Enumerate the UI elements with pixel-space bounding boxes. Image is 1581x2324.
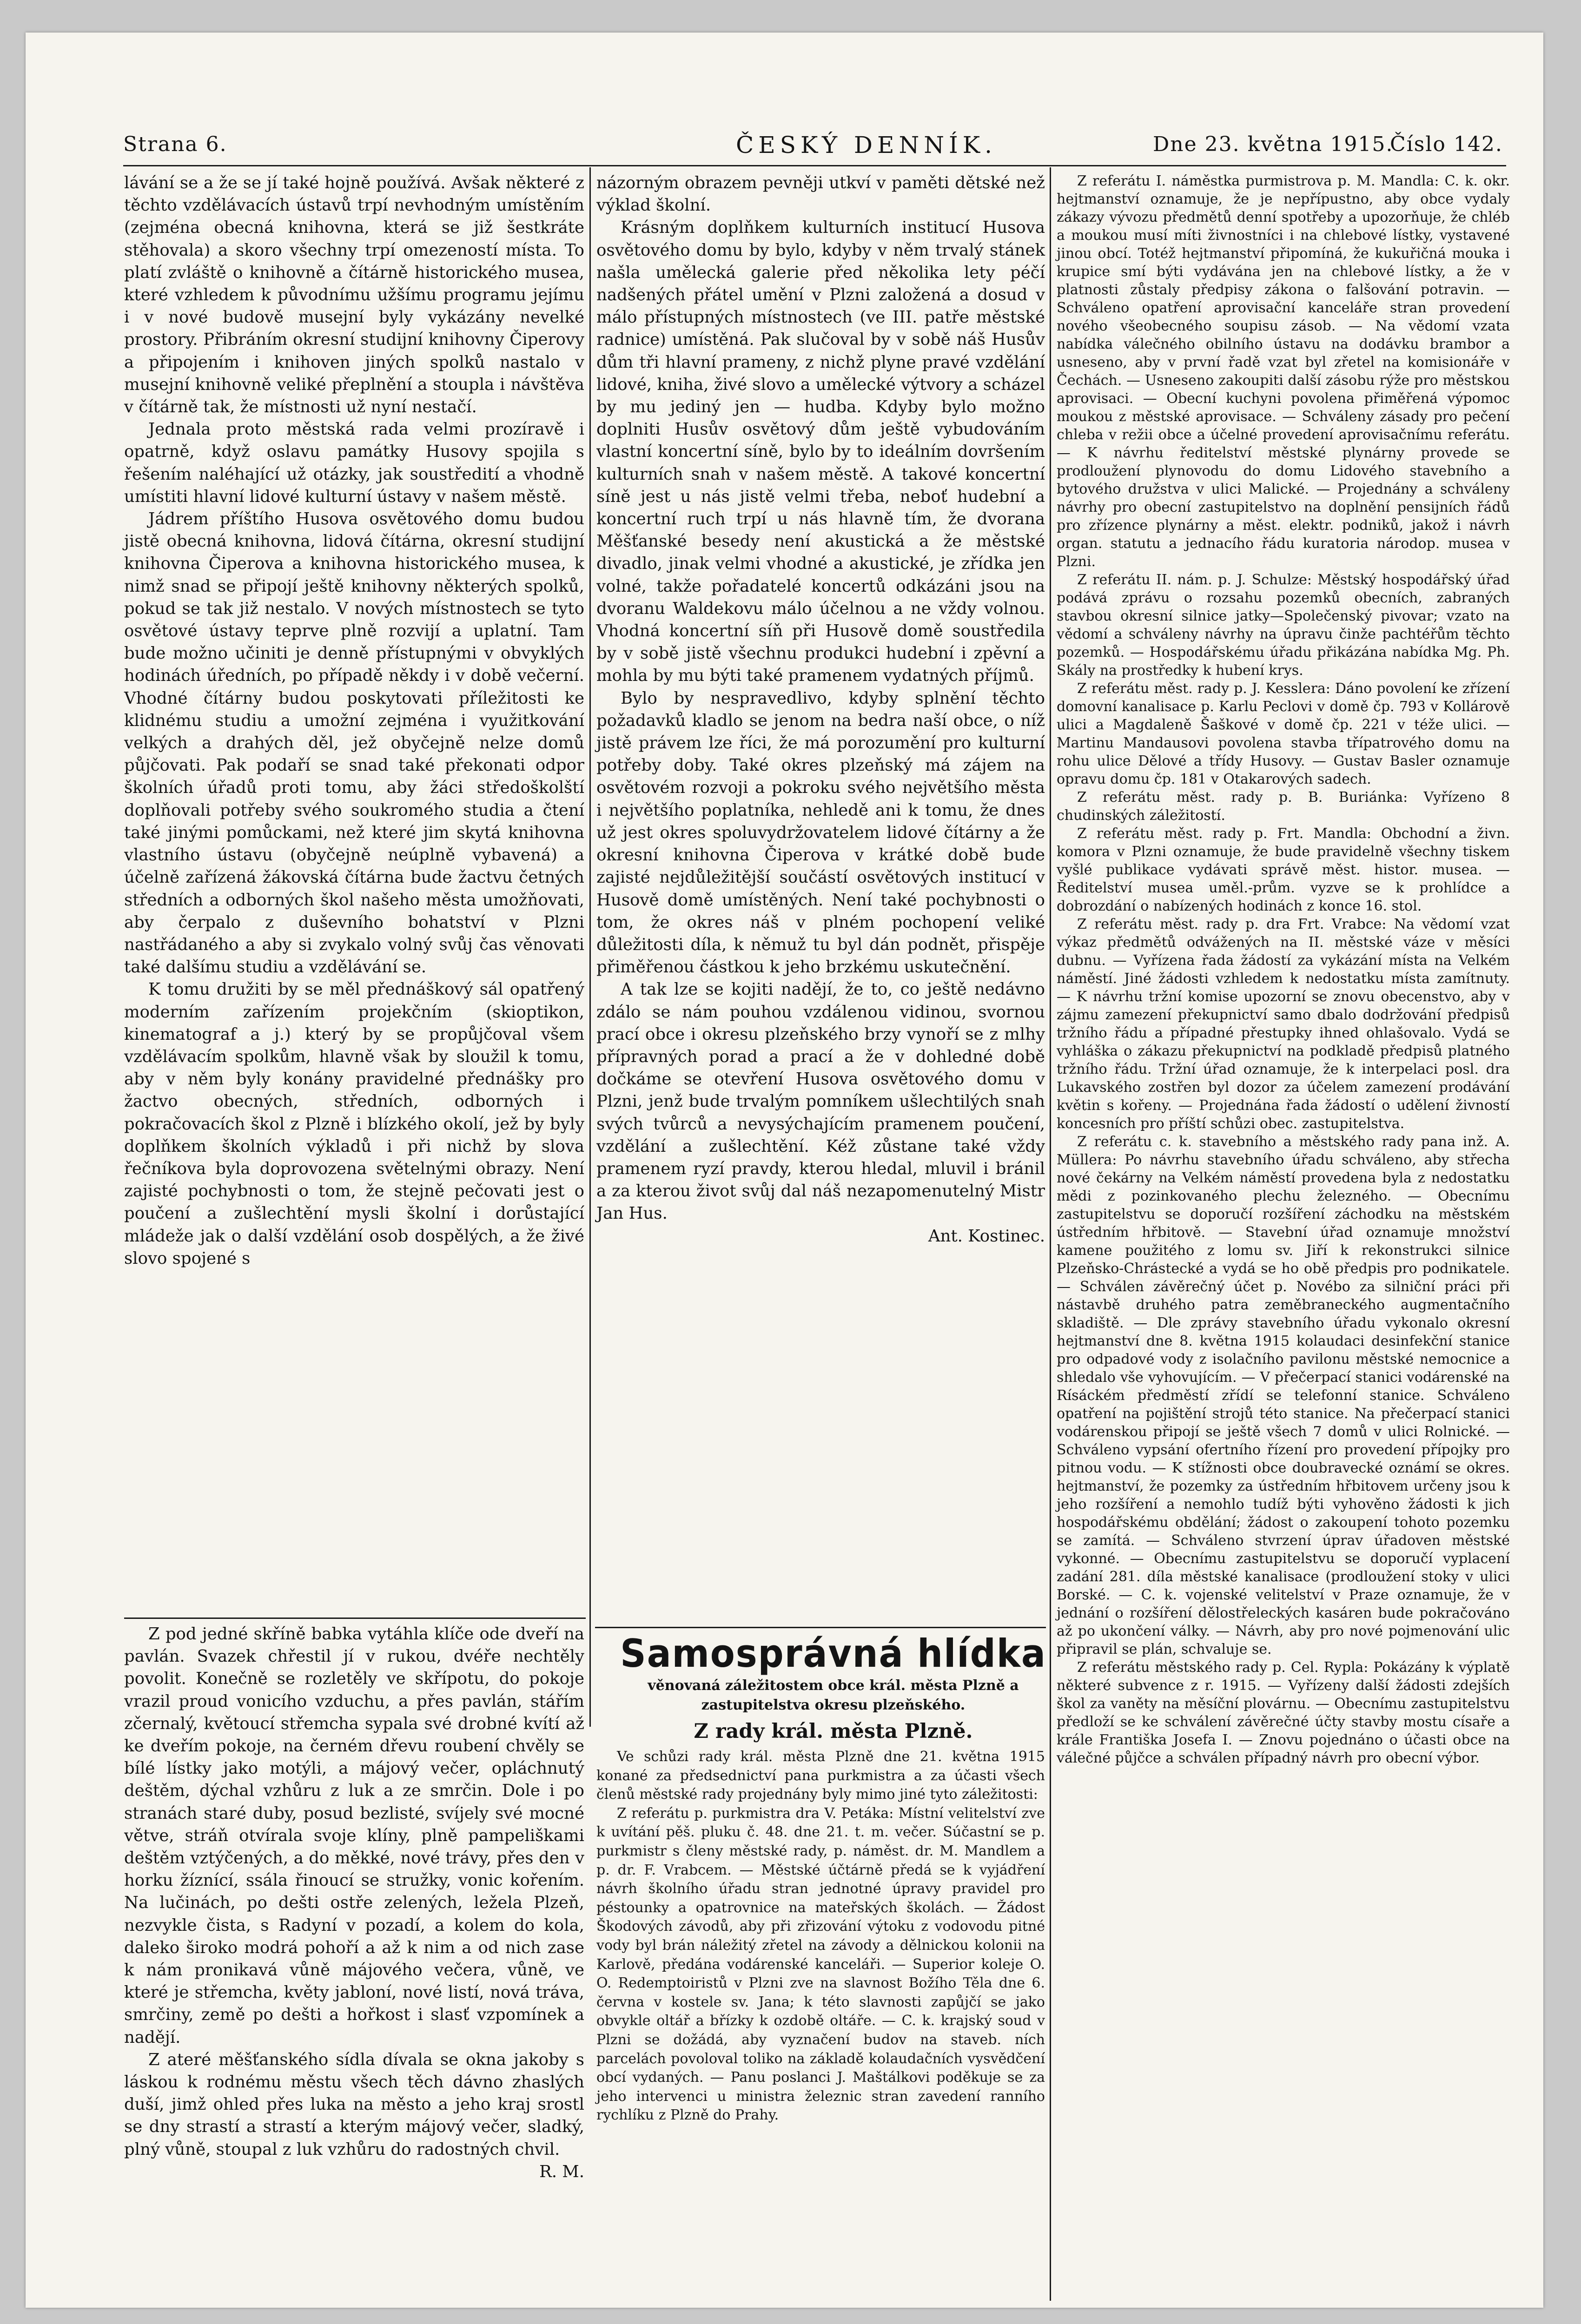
paragraph: lávání se a že se jí také hojně používá. Avšak některé z těchto vzdělávacích ústavů trpí nevhodným umístěním (zejména obecná knihovna, která se již šestkráte stěhovala) a skoro všechny trpí omezeností místa. To platí zvláště o knihovně a čítárně historického musea, které vzhledem k původnímu užšímu programu jejímu i v nové budově musejní byly vykázány nevelké prostory. Přibráním okresní studijní knihovny Čiperovy a připojením i knihoven jiných spolků nastalo v musejní knihovně veliké přeplnění a stoupla i návštěva v čítárně tak, že místnosti už nyní nestačí.: [124, 173, 584, 417]
newspaper-page: [26, 33, 1543, 2308]
paragraph: Z referátu městského rady p. Cel. Rypla: Pokázány k výplatě některé subvence z r. 1915. — Vyřízeny další žádosti zdejších škol za vaněty na měsíční plovárnu. — Obecnímu zastupitelstvu předloží se ke schválení závěrečné účty stavby mostu císaře a krále Františka Josefa I. — Znovu pojednáno o účasti obce na válečné půjčce a schválen případný návrh pro obecní výbor.: [1057, 1659, 1510, 1766]
paragraph: A tak lze se kojiti nadějí, že to, co ještě nedávno zdálo se nám pouhou vzdálenou vidinou, svornou prací obce i okresu plzeňského brzy vynoří se z mlhy přípravných porad a prací a že v dohledné době dočkáme se otevření Husova osvětového domu v Plzni, jenž bude trvalým pomníkem ušlechtilých snah svých tvůrců a nevysýchajícím pramenem poučení, vzdělání a zušlechtění. Kéž zůstane také vždy pramenem ryzí pravdy, kterou hledal, mluvil i bránil a za kterou život svůj dal náš nezapomenutelný Mistr Jan Hus.: [596, 980, 1045, 1223]
paragraph: názorným obrazem pevněji utkví v paměti dětské než výklad školní.: [596, 173, 1045, 215]
column-3-reports: [1057, 172, 1510, 1767]
paragraph: Krásným doplňkem kulturních institucí Husova osvětového domu by bylo, kdyby v něm trvalý stánek našla umělecká galerie před několika lety péčí nadšených přátel umění v Plzni založená a dosud v málo přístupných místnostech (ve III. patře městské radnice) umístěná. Pak slučoval by v sobě náš Husův dům tři hlavní prameny, z nichž plyne pravé vzdělání lidové, kniha, živé slovo a umělecké výtvory a scházel by mu jediný jen — hudba. Kdyby bylo možno doplniti Husův osvětový dům ještě vybudováním vlastní koncertní síně, bylo by to ideálním dovršením kulturních snah v našem městě. A takové koncertní síně jest u nás jistě velmi třeba, neboť hudební a koncertní ruch trpí u nás hlavně tím, že dvorana Měšťanské besedy není akustická a že městské divadlo, jinak velmi vhodné a akustické, je zřídka jen volné, takže pořadatelé koncertů odkázáni jsou na dvoranu Waldekovu málo účelnou a ne vždy volnou. Vhodná koncertní síň při Husově domě soustředila by v sobě jistě všechnu produkci hudební i zpěvní a mohla by mu býti také pramenem vydatných příjmů.: [596, 218, 1045, 686]
paragraph: Jádrem příštího Husova osvětového domu budou jistě obecná knihovna, lidová čítárna, okresní studijní knihovna Čiperova a knihovna historického musea, k nimž snad se připojí ještě knihovny některých spolků, pokud se tak již nestalo. V nových místnostech se tyto osvětové ústavy teprve plně rozvijí a uplatní. Tam bude možno učiniti je denně přístupnými v obvyklých hodinách úředních, po případě někdy i v době večerní. Vhodné čítárny budou poskytovati příležitosti ke klidnému studiu a umožní zejména i využitkování velkých a drahých děl, jež obyčejně nelze domů půjčovati. Pak podaří se snad také překonati odpor školních úřadů proti tomu, aby žáci středoškolští doplňovali potřeby svého soukromého studia a čtení také jinými pomůckami, než které jim skytá knihovna vlastního ústavu (obyčejně neúplně vybavená) a účelně zařízená žákovská čítárna bude žactvu četných středních a odborných škol našeho města umožňovati, aby čerpalo z duševního bohatství v Plzni nastřádaného a aby si zvykalo volný svůj čas věnovati také dalšímu studiu a vzdělávání se.: [124, 509, 584, 977]
paragraph: Jednala proto městská rada velmi prozíravě i opatrně, když oslavu památky Husovy spojila s řešením naléhající už otázky, jak soustředití a vhodně umístiti hlavní lidové kulturní ústavy v našem městě.: [124, 420, 584, 506]
header-rule: [123, 165, 1506, 166]
paragraph: Z pod jedné skříně babka vytáhla klíče ode dveří na pavlán. Svazek chřestil jí v rukou, dvéře nechtěly povolit. Konečně se rozletěly ve skřípotu, do pokoje vrazil proud vonicího vzduchu, a přes pavlán, stářím zčernalý, květoucí střemcha sypala své drobné kvítí až ke dveřím pokoje, na černém dřevu roubení chvěly se bílé lístky jako motýli, a májový večer, opláchnutý deštěm, dýchal vzhůru z luk a ze smrčin. Dole i po stranách staré duby, posud bezlisté, svíjely své mocné větve, stráň otvírala svoje klíny, plně pampeliškami deštěm vztýčených, a do měkké, nové trávy, přes den v horku žíznící, ssála řinoucí se stružky, vonic kořením. Na lučinách, po dešti ostře zelených, ležela Plzeň, nezvykle čista, s Radyní v pozadí, a kolem do kola, daleko široko modrá pohoří a až k nim a od nich zase k nám pronikavá vůně májového večera, vůně, ve které je střemcha, květy jabloní, nové listí, nová tráva, smrčiny, země po dešti a hořkost i slasť vzpomínek a nadějí.: [124, 1624, 584, 2047]
issue-number: Číslo 142.: [1390, 132, 1503, 156]
section-banner: [595, 1631, 1072, 1745]
banner-subtitle: věnovaná záležitostem obce král. města Plzně a zastupitelstva okresu plzeňského.: [648, 1677, 1019, 1713]
paragraph: Z referátu p. purkmistra dra V. Petáka: Místní velitelství zve k uvítání pěš. pluku č. 48. dne 21. t. m. večer. Súčastní se p. purkmistr s členy městské rady, p. náměst. dr. M. Mandlem a p. dr. F. Vrabcem. — Městské účtárně předá se k vyjádření návrh školního úřadu stran jednotné úpravy pravidel pro péstounky a opatrovnice na mateřských školách. — Žádost Škodových závodů, aby při zřizování výtoku z vodovodu pitné vody byl brán náležitý zřetel na závody a dělnickou kolonii na Karlově, předána vodárenské kanceláři. — Superior koleje O. O. Redemptoiristů v Plzni zve na slavnost Božího Těla dne 6. června v kostele sv. Jana; k této slavnosti zapůjčí se jako obvykle oltář a břízky k ozdobě oltáře. — C. k. krajský soud v Plzni se dožádá, aby vyznačení budov na staveb. ních parcelách povoloval toliko na základě kolaudačních vysvědčení obcí vydaných. — Panu poslanci J. Maštálkovi poděkuje se za jeho intervenci u ministra železnic stran zavedení ranního rychlíku z Plzně do Prahy.: [596, 1805, 1045, 2124]
council-report: [596, 1748, 1045, 2125]
feuilleton-text: [124, 1623, 584, 2183]
paragraph: K tomu družiti by se měl přednáškový sál opatřený moderním zařízením projekčním (skioptikon, kinematograf a j.) který by se propůjčoval všem vzdělávacím spolkům, hlavně však by sloužil k tomu, aby v něm byly konány pravidelné přednášky pro žactvo obecných, středních, odborných i pokračovacích škol z Plzně i blízkého okolí, jež by byly doplňkem školních výkladů i při nichž by slova řečníkova byla doprovozena světelnými obrazy. Není zajisté pochybnosti o tom, že stejně pečovati jest o poučení a zušlechtění mysli školní i dorůstající mládeže jak o další vzdělání osob dospělých, a že živé slovo spojené s: [124, 980, 584, 1268]
banner-title: Samosprávná hlídka: [620, 1631, 1046, 1676]
section-heading: Z rady král. města Plzně.: [694, 1720, 973, 1743]
column-rule-2: [1050, 167, 1051, 2301]
masthead: ČESKÝ DENNÍK.: [736, 132, 997, 158]
paragraph: Ve schůzi rady král. města Plzně dne 21. května 1915 konané za předsednictví pana purkmistra a za účasti všech členů městské rady projednány byly mimo jiné tyto záležitosti:: [596, 1749, 1045, 1803]
article-signature: Ant. Kostinec.: [928, 1226, 1045, 1246]
paragraph: Bylo by nespravedlivo, kdyby splnění těchto požadavků kladlo se jenom na bedra naší obce, o níž jistě právem lze říci, že má porozumění pro kulturní potřeby doby. Také okres plzeňský má zájem na osvětovém rozvoji a pokroku svého největšího města i největšího poplatníka, nehledě ani k tomu, že dnes už jest okres spoluvydržovatelem lidové čítárny a že okresní knihovna Čiperova v krátké době bude zajisté nejdůležitější součástí osvětových institucí v Husově domě umístěných. Není také pochybnosti o tom, že okres náš v plném pochopení veliké důležitosti díla, k němuž tu byl dán podnět, přispěje přiměřenou částkou k jeho brzkému uskutečnění.: [596, 688, 1045, 977]
paragraph: Z referátu II. nám. p. J. Schulze: Městský hospodářský úřad podává zprávu o rozsahu pozemků obecních, zabraných stavbou okresní silnice jatky—Společenský pivovar; vzato na vědomí a schváleny návrhy na úpravu činže pachtéřům těchto pozemků. — Hospodářskému úřadu přikázána nabídka Mg. Ph. Skály na prostředky k hubení krys.: [1057, 572, 1510, 679]
paragraph: Z referátu měst. rady p. dra Frt. Vrabce: Na vědomí vzat výkaz předmětů odvážených na II. městské váze v měsíci dubnu. — Vyřízena řada žádostí za vykázání místa na Velkém náměstí. Jiné žádosti vzhledem k nedostatku místa zamítnuty. — K návrhu tržní komise upozorní se znovu obecenstvo, aby v zájmu zamezení překupnictví samo dbalo dodržování předpisů tržního řádu a případné přestupky ihned ohlašovalo. Vydá se vyhláška o zákazu překupnictví na podkladě předpisů platného tržního řádu. Tržní úřad oznamuje, že k interpelaci posl. dra Lukavského zostřen byl dozor za účelem zamezení prodávání květin s kořeny. — Projednána řada žádostí o udělení živností koncesních pro příští schůzi obec. zastupitelstva.: [1057, 916, 1510, 1132]
page-number: Strana 6.: [123, 132, 227, 156]
feuilleton-rule: [124, 1618, 586, 1619]
paragraph: Z ateré měšťanského sídla dívala se okna jakoby s láskou k rodnému městu všech těch dávno zhaslých duší, jimž ohled přes luka na město a jeho kraj srostl se dny strastí a strastí a kterým májový večer, sladký, plný vůně, stoupal z luk vzhůru do radostných chvil.: [124, 2050, 584, 2159]
paragraph: Z referátu I. náměstka purmistrova p. M. Mandla: C. k. okr. hejtmanství oznamuje, že je nepřípustno, aby obce vydaly zákazy vývozu předmětů denní spotřeby a upozorňuje, že chléb a moukou musí míti živnostníci i na chlebové lístky, vystavené jinou obcí. Totéž hejtmanství připomíná, že kukuřičná mouka i krupice smí býti vydávána jen na chlebové lístky, a že v platnosti zůstaly předpisy zákona o falšování potravin. — Schváleno opatření aprovisační kanceláře stran provedení nového všeobecného soupisu zásob. — Na vědomí vzata nabídka válečného obilního ústavu na dodávku brambor a usneseno, aby v první řadě vzat byl zřetel na komisionáře v Čechách. — Usneseno zakoupiti další zásobu rýže pro městskou aprovisaci. — Obecní kuchyni povolena přiměřená výpomoc moukou z městské aprovisace. — Schváleny zásady pro pečení chleba v režii obce a účelné provedení aprovisačnímu referátu. — K návrhu ředitelství městské plynárny provede se prodloužení plynovodu do domu Lidového stavebního a bytového družstva v ulici Malické. — Projednány a schváleny návrhy pro obecní zastupitelstvo na doplnění pensijních řádů pro zřízence plynárny a měst. elektr. podniků, jakož i návrh organ. statutu a jednacího řádu kuratoria národop. musea v Plzni.: [1057, 173, 1510, 570]
paragraph: Z referátu měst. rady p. Frt. Mandla: Obchodní a živn. komora v Plzni oznamuje, že bude pravidelně všechny tiskem vyšlé publikace vydávati správě měst. histor. musea. — Ředitelství musea uměl.-prům. vyzve se k prohlídce a dobrozdání o nabízených hodinách z konce 16. stol.: [1057, 825, 1510, 914]
column-2-article: [596, 172, 1045, 1248]
paragraph: Z referátu c. k. stavebního a městského rady pana inž. A. Müllera: Po návrhu stavebního úřadu schváleno, aby střecha nové čekárny na Velkém náměstí provedena byla z nedostatku mědi z pozinkovaného plechu železného. — Obecnímu zastupitelstvu se doporučí rozšíření záchodku na městském ústředním hřbitově. — Stavební úřad oznamuje množství kamene použitého z lomu sv. Jiří k rekonstrukci silnice Plzeňsko-Chrástecké a vydá se ho obě předpis pro podnikatele. — Schválen závěrečný účet p. Novébo za silniční práci při nástavbě druhého patra zeměbraneckého augmentačního skladiště. — Dle zprávy stavebního úřadu vykonalo okresní hejtmanství dne 8. května 1915 kolaudaci desinfekční stanice pro odpadové vody z isolačního pavilonu městské nemocnice a shledalo vše vyhovujícím. — V přečerpací stanici vodárenské na Rísáckém předměstí zřídí se telefonní stanice. Schváleno opatření na pojištění strojů této stanice. Na přečerpací stanici vodárenskou připojí se ještě všech 7 domů v ulici Rolnické. — Schváleno vypsání ofertního řízení pro provedení přípojky pro pitnou vodu. — K stížnosti obce doubravecké oznámí se okres. hejtmanství, že pozemky za ústředním hřbitovem určeny jsou k jeho rozšíření a nemohlo tudíž býti vyhověno žádosti k jich hospodářskému obdělání; žádost o zakoupení tohoto pozemku se zamítá. — Schváleno stvrzení úprav úřadoven městské vykonné. — Obecnímu zastupitelstvu se doporučí vyplacení zadání 281. díla městské kanalisace (prodloužení stoky v ulici Borské. — C. k. vojenské velitelství v Praze oznamuje, že v jednání o rozšíření dělostřeleckých kasáren bude pokračováno až po ukončení války. — Návrh, aby pro nové pojmenování ulic připravil se plán, schvaluje se.: [1057, 1134, 1510, 1657]
banner-rule: [595, 1627, 1046, 1628]
paragraph: Z referátu měst. rady p. B. Buriánka: Vyřízeno 8 chudinských záležitostí.: [1057, 789, 1510, 824]
column-1-article: [124, 172, 584, 1270]
column-rule-1: [589, 167, 591, 1727]
paragraph: Z referátu měst. rady p. J. Kesslera: Dáno povolení ke zřízení domovní kanalisace p. Karlu Peclovi v domě čp. 793 v Kollárově ulici a Magdaleně Šaškové v domě čp. 221 v téže ulici. — Martinu Mandausovi povolena stavba třípatrového domu na rohu ulice Dělové a třídy Husovy. — Gustav Basler oznamuje opravu domu čp. 181 v Otakarových sadech.: [1057, 680, 1510, 787]
issue-date: Dne 23. května 1915.: [1153, 132, 1394, 156]
feuilleton-signature: R. M.: [539, 2162, 584, 2181]
